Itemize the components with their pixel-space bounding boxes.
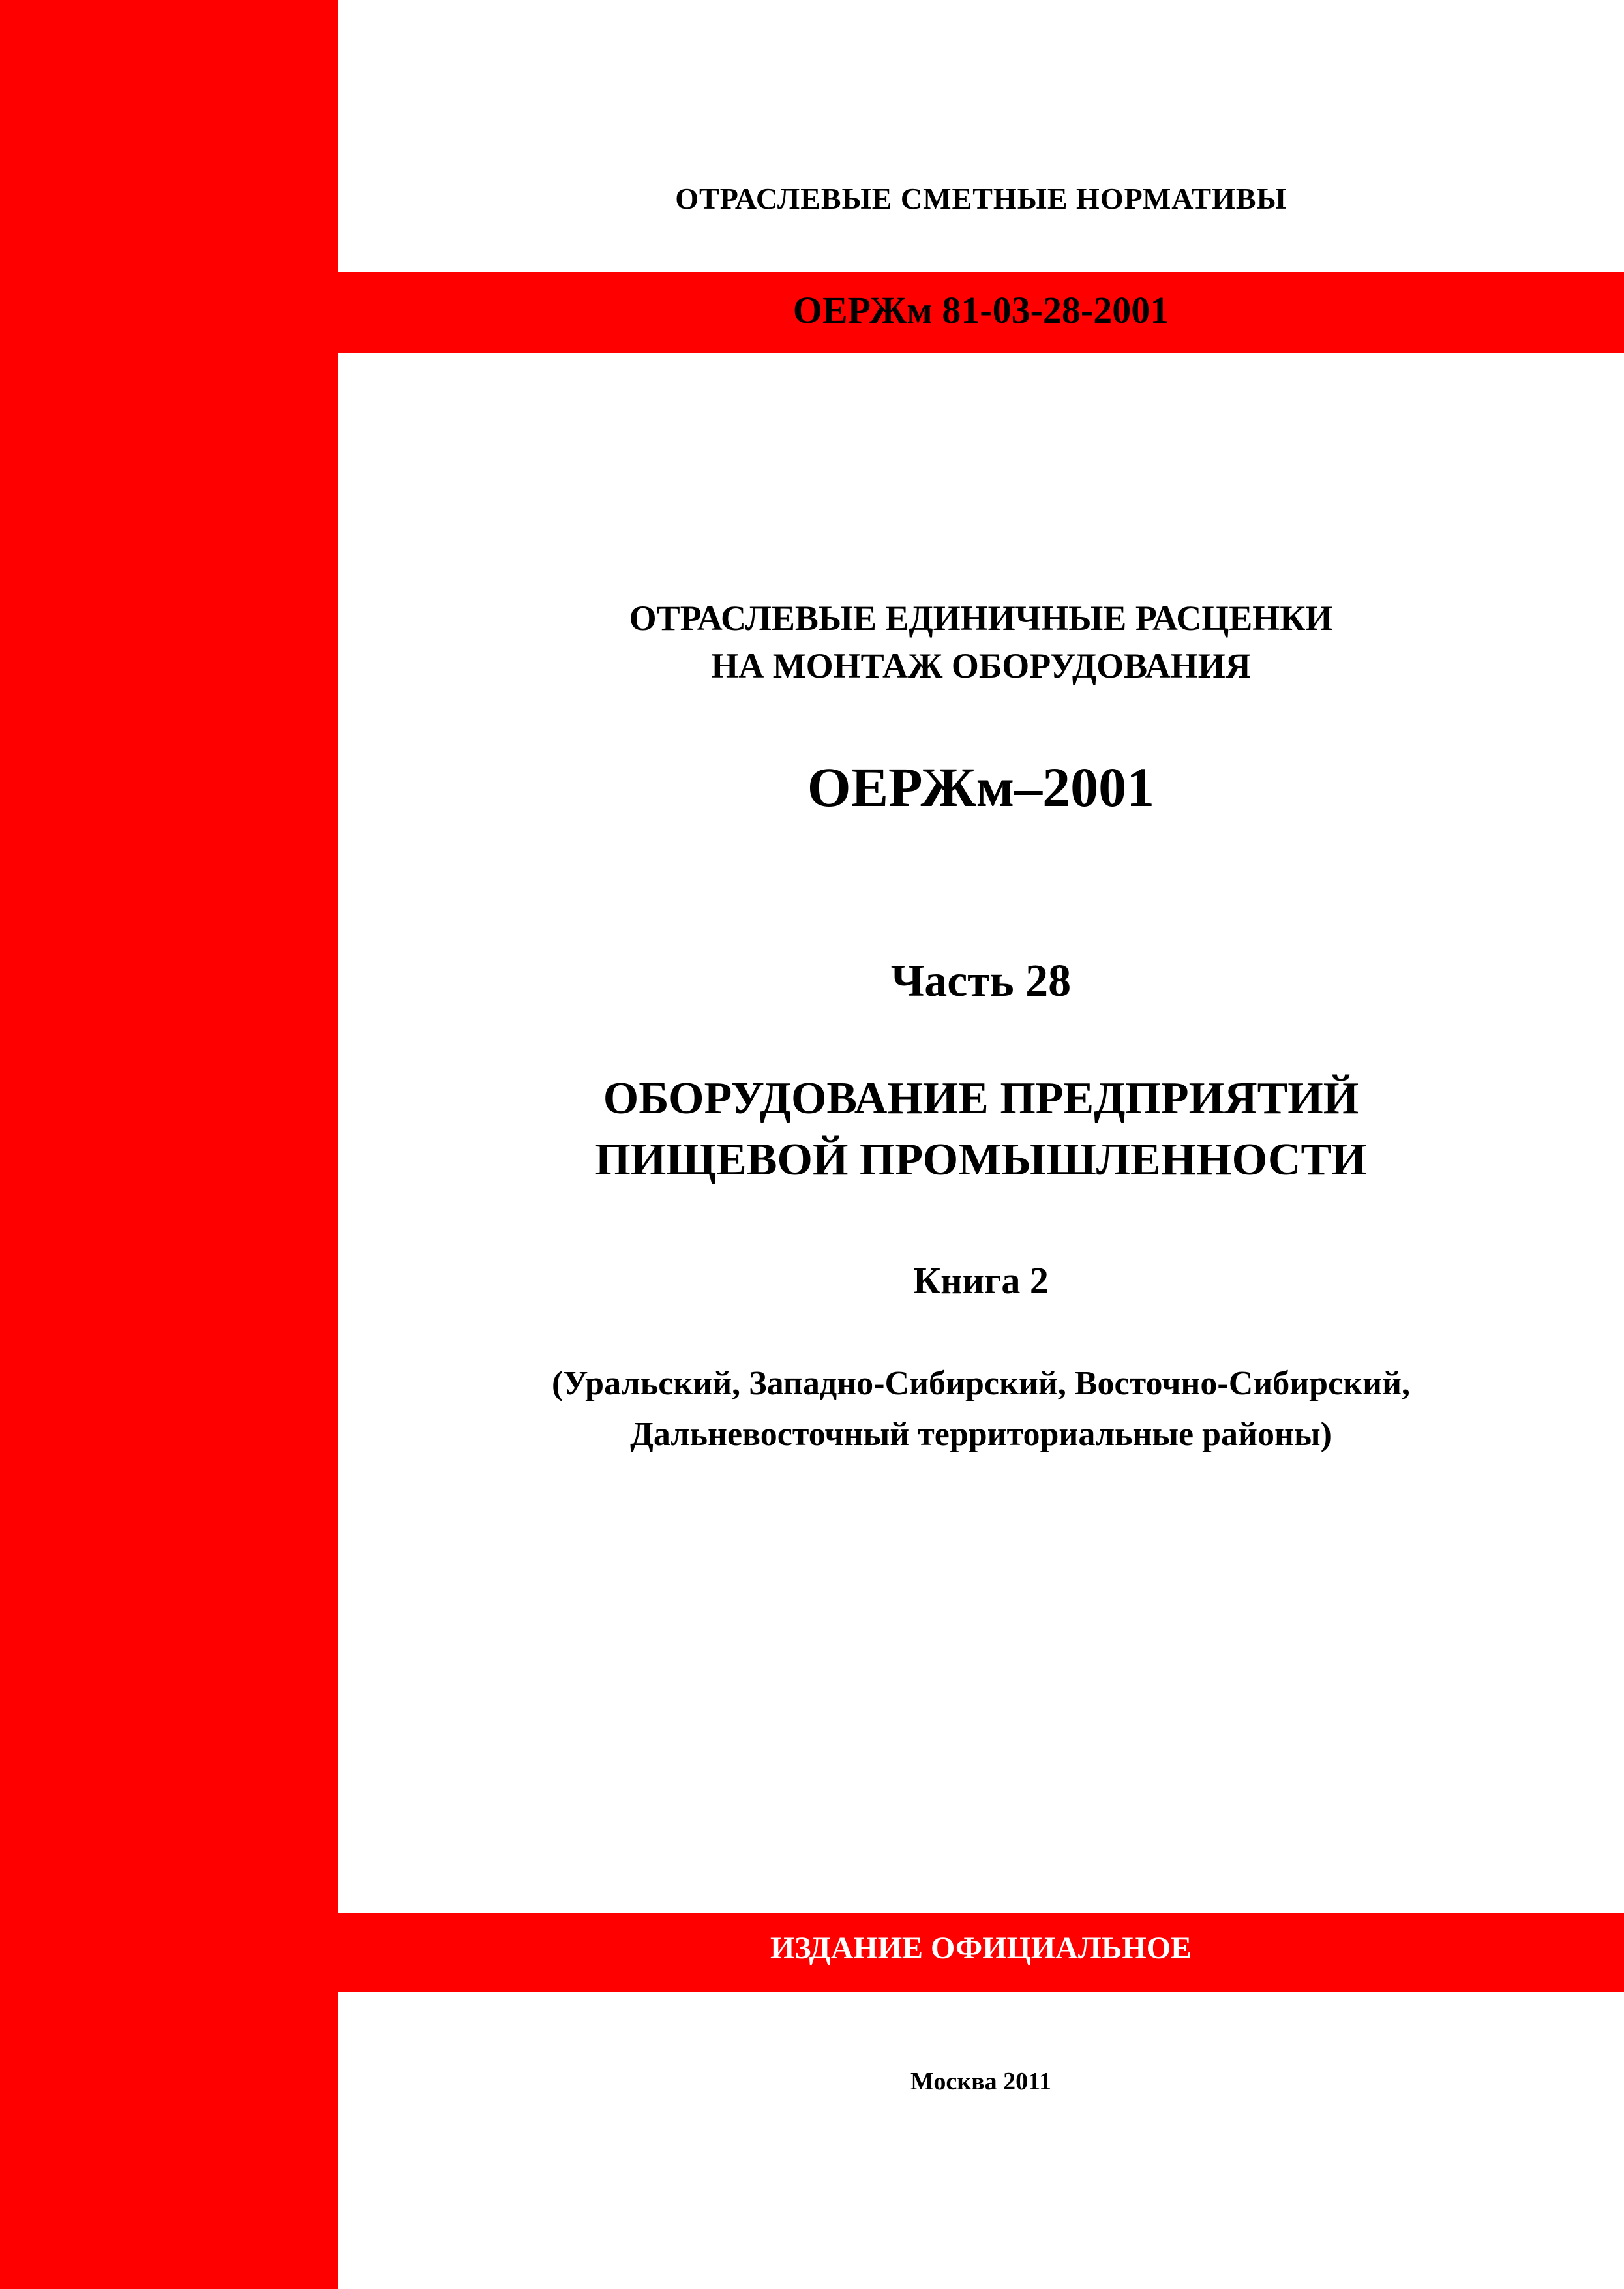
city-year: Москва 2011 [910,2068,1052,2095]
subtitle-line-1: ОТРАСЛЕВЫЕ ЕДИНИЧНЫЕ РАСЦЕНКИ [629,599,1333,638]
regions-line-1: (Уральский, Западно-Сибирский, Восточно-Сибирский, [551,1365,1411,1402]
part-number: Часть 28 [890,956,1072,1006]
document-code: ОЕРЖм 81-03-28-2001 [792,289,1169,331]
regions-note [338,1358,1624,1460]
official-edition-label: ИЗДАНИЕ ОФИЦИАЛЬНОЕ [770,1931,1192,1966]
series-header: ОТРАСЛЕВЫЕ СМЕТНЫЕ НОРМАТИВЫ [675,182,1287,215]
section-line-2: ПИЩЕВОЙ ПРОМЫШЛЕННОСТИ [595,1135,1367,1185]
main-code-title: ОЕРЖм–2001 [807,756,1155,818]
section-line-1: ОБОРУДОВАНИЕ ПРЕДПРИЯТИЙ [603,1073,1359,1124]
cover-subtitle [338,595,1624,690]
book-number: Книга 2 [913,1259,1049,1302]
section-title [338,1068,1624,1191]
regions-line-2: Дальневосточный территориальные районы) [630,1416,1332,1453]
subtitle-line-2: НА МОНТАЖ ОБОРУДОВАНИЯ [711,646,1251,685]
